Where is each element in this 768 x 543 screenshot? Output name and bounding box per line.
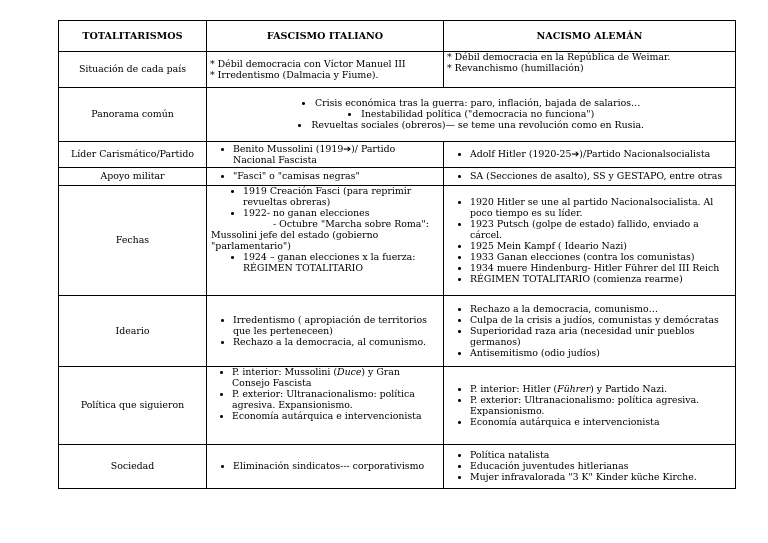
situacion-italia-line: * Débil democracia con Víctor Manuel III [210, 58, 406, 70]
cell-sociedad-italia [207, 445, 444, 489]
label-fechas: Fechas [59, 186, 207, 296]
list-item: • P. interior: Mussolini (Duce) y Gran Consejo Fascista [232, 367, 440, 389]
cell-lider-italia [207, 142, 444, 168]
cell-situacion-alemania [444, 52, 736, 88]
list-item: • 1933 Ganan elecciones (contra los comunistas) [470, 252, 731, 263]
cell-apoyo-italia [207, 168, 444, 186]
list-item: • Crisis económica tras la guerra: paro, inflación, bajada de salarios… [211, 98, 731, 109]
situacion-italia-line: * Irredentismo (Dalmacia y Fiume). [210, 69, 379, 81]
list-item: • Culpa de la crisis a judíos, comunistas y demócratas [470, 315, 731, 326]
cell-ideario-alemania [444, 296, 736, 367]
row-politica [59, 367, 736, 445]
list-item: • 1923 Putsch (golpe de estado) fallido, enviado a cárcel. [470, 219, 731, 241]
label-lider: Líder Carismático/Partido [59, 142, 207, 168]
list-item: • Eliminación sindicatos--- corporativismo [233, 461, 439, 472]
cell-panorama [207, 88, 736, 142]
cell-politica-alemania [444, 367, 736, 445]
row-apoyo [59, 168, 736, 186]
list-item: • Economía autárquica e intervencionista [232, 411, 440, 422]
header-nacismo: NACISMO ALEMÁN [444, 21, 736, 52]
label-situacion: Situación de cada país [59, 52, 207, 88]
list-item: • Rechazo a la democracia, al comunismo. [233, 337, 439, 348]
list-item: • Mujer infravalorada "3 K" Kinder küche Kirche. [470, 472, 731, 483]
row-sociedad [59, 445, 736, 489]
list-item: • Benito Mussolini (1919➔)/ Partido Nacional Fascista [233, 144, 439, 166]
row-ideario [59, 296, 736, 367]
header-totalitarismos: TOTALITARISMOS [59, 21, 207, 52]
list-item: • RÉGIMEN TOTALITARIO (comienza rearme) [470, 274, 731, 285]
cell-lider-alemania [444, 142, 736, 168]
label-sociedad: Sociedad [59, 445, 207, 489]
row-panorama [59, 88, 736, 142]
cell-situacion-italia [207, 52, 444, 88]
label-apoyo: Apoyo militar [59, 168, 207, 186]
header-fascismo: FASCISMO ITALIANO [207, 21, 444, 52]
list-item: • "Fasci" o "camisas negras" [233, 171, 439, 182]
list-item: • P. interior: Hitler (Führer) y Partido Nazi. [470, 384, 731, 395]
list-item: • 1919 Creación Fasci (para reprimir revueltas obreras) [243, 186, 440, 208]
situacion-alemania-line: * Débil democracia en la República de Weimar. [447, 52, 671, 63]
comparison-table [58, 20, 736, 489]
cell-fechas-alemania [444, 186, 736, 296]
list-item: • 1924 – ganan elecciones x la fuerza: RÉGIMEN TOTALITARIO [243, 252, 440, 274]
row-situacion [59, 52, 736, 88]
label-panorama: Panorama común [59, 88, 207, 142]
list-item: • Superioridad raza aria (necesidad unir pueblos germanos) [470, 326, 731, 348]
label-politica: Política que siguieron [59, 367, 207, 445]
list-item: • P. exterior: Ultranacionalismo: política agresiva. Expansionismo. [470, 395, 731, 417]
list-item: • Adolf Hitler (1920-25➔)/Partido Nacionalsocialista [470, 149, 731, 160]
list-item: • Irredentismo ( apropiación de territorios que les perteneceen) [233, 315, 439, 337]
cell-sociedad-alemania [444, 445, 736, 489]
header-row [59, 21, 736, 52]
fechas-italia-plain: Mussolini jefe del estado (gobierno "parlamentario") [211, 230, 379, 252]
cell-apoyo-alemania [444, 168, 736, 186]
cell-fechas-italia [207, 186, 444, 296]
list-item: • 1925 Mein Kampf ( Ideario Nazi) [470, 241, 731, 252]
list-item: • Revueltas sociales (obreros)— se teme una revolución como en Rusia. [211, 120, 731, 131]
list-item: • Inestabilidad política ("democracia no funciona") [211, 109, 731, 120]
row-fechas [59, 186, 736, 296]
list-item: • Economía autárquica e intervencionista [470, 417, 731, 428]
fechas-italia-sub: - Octubre "Marcha sobre Roma": [273, 219, 429, 230]
list-item: • SA (Secciones de asalto), SS y GESTAPO, entre otras [470, 171, 731, 182]
list-item: • 1920 Hitler se une al partido Nacionalsocialista. Al poco tiempo es su líder. [470, 197, 731, 219]
list-item: • Rechazo a la democracia, comunismo… [470, 304, 731, 315]
situacion-alemania-line: * Revanchismo (humillación) [447, 63, 584, 74]
list-item: • 1934 muere Hindenburg- Hitler Führer del III Reich [470, 263, 731, 274]
list-item: • P. exterior: Ultranacionalismo: política agresiva. Expansionismo. [232, 389, 440, 411]
row-lider [59, 142, 736, 168]
list-item: • 1922- no ganan elecciones [243, 208, 440, 219]
label-ideario: Ideario [59, 296, 207, 367]
list-item: • Antisemitismo (odio judíos) [470, 348, 731, 359]
list-item: • Educación juventudes hitlerianas [470, 461, 731, 472]
cell-politica-italia [207, 367, 444, 445]
list-item: • Política natalista [470, 450, 731, 461]
cell-ideario-italia [207, 296, 444, 367]
